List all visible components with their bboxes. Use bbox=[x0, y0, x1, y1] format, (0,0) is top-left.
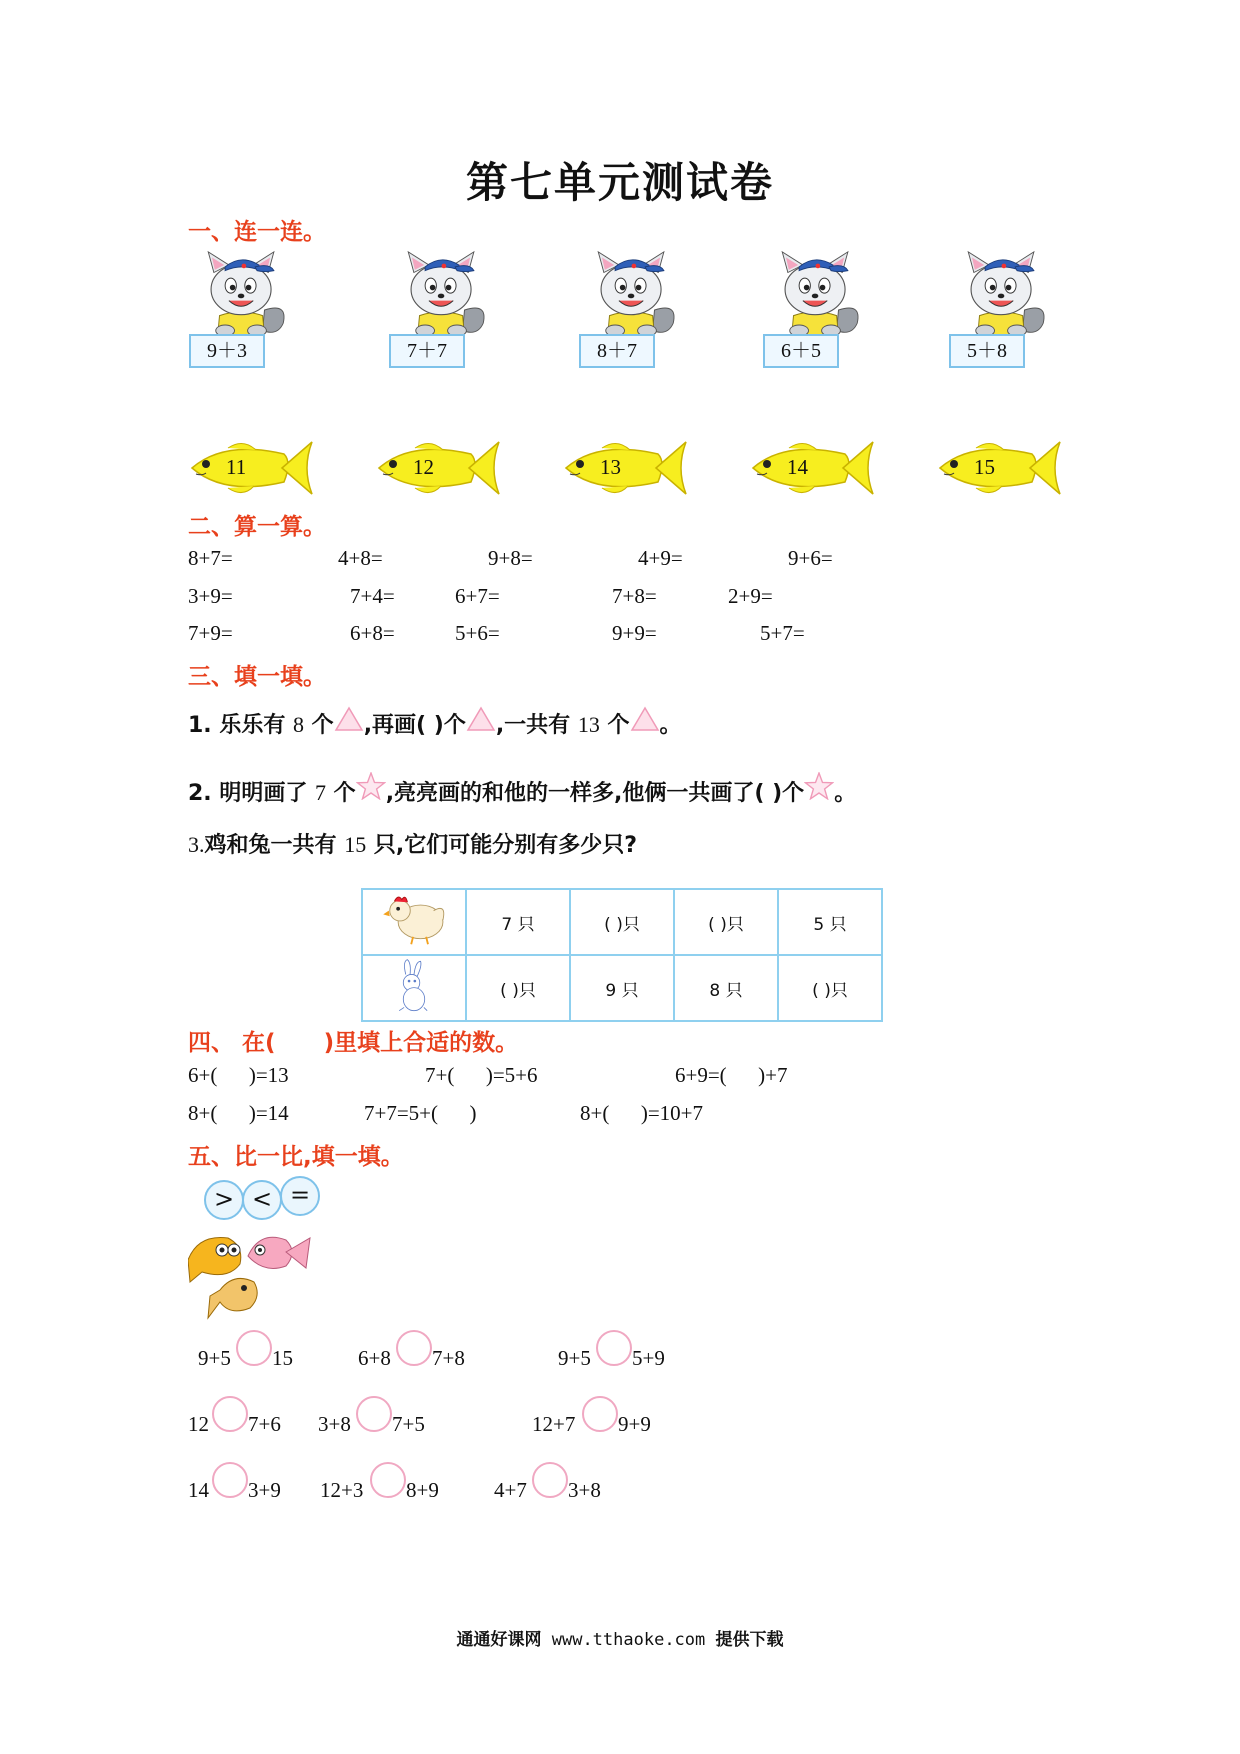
compare-left: 9+5 bbox=[558, 1346, 591, 1370]
fish-number: 15 bbox=[974, 455, 995, 479]
footer-tail: 提供下载 bbox=[715, 1630, 784, 1650]
fish-card-3 bbox=[562, 438, 690, 498]
fill-question-3: 3.鸡和兔一共有 15 只,它们可能分别有多少只? bbox=[188, 832, 637, 858]
fish-icon bbox=[188, 438, 316, 498]
fish-number: 14 bbox=[787, 455, 808, 479]
footer-url[interactable]: www.tthaoke.com bbox=[551, 1630, 706, 1650]
fish-icon bbox=[936, 438, 1064, 498]
animal-table bbox=[361, 888, 883, 1022]
cat-icon bbox=[192, 250, 292, 340]
table-cell: ( )只 bbox=[674, 889, 778, 955]
section-1-heading: 一、连一连。 bbox=[188, 219, 326, 245]
calc-item: 4+8= bbox=[338, 546, 383, 570]
triangle-icon bbox=[630, 706, 660, 732]
compare-left: 3+8 bbox=[318, 1412, 351, 1436]
blank-item: 7+( )=5+6 bbox=[425, 1063, 538, 1087]
cat-icon bbox=[582, 250, 682, 340]
triangle-icon bbox=[334, 706, 364, 732]
answer-circle[interactable] bbox=[212, 1462, 248, 1498]
cat-card-1 bbox=[192, 250, 292, 362]
compare-left: 4+7 bbox=[494, 1478, 527, 1502]
fill-question-2: 2. 明明画了 7 个 ,亮亮画的和他的一样多,他俩一共画了( )个 。 bbox=[188, 772, 856, 807]
table-cell: ( )只 bbox=[570, 889, 674, 955]
equal-bubble: = bbox=[280, 1176, 320, 1216]
fish-icon bbox=[562, 438, 690, 498]
blank-item: 6+( )=13 bbox=[188, 1063, 289, 1087]
fish-number: 12 bbox=[413, 455, 434, 479]
page-title: 第七单元测试卷 bbox=[465, 158, 774, 207]
compare-right: 9+9 bbox=[618, 1412, 651, 1436]
cat-expression: 6＋5 bbox=[763, 334, 839, 368]
compare-right: 7+6 bbox=[248, 1412, 281, 1436]
section-5-heading: 五、比一比,填一填。 bbox=[188, 1144, 404, 1170]
triangle-icon bbox=[466, 706, 496, 732]
table-cell: 5 只 bbox=[778, 889, 882, 955]
blank-item: 8+( )=10+7 bbox=[580, 1101, 704, 1125]
compare-right: 8+9 bbox=[406, 1478, 439, 1502]
cat-icon bbox=[766, 250, 866, 340]
fish-card-5 bbox=[936, 438, 1064, 498]
footer-site: 通通好课网 bbox=[456, 1630, 542, 1650]
table-cell: 7 只 bbox=[466, 889, 570, 955]
cat-expression: 5＋8 bbox=[949, 334, 1025, 368]
compare-left: 12+3 bbox=[320, 1478, 364, 1502]
section-4-heading: 四、 在( )里填上合适的数。 bbox=[188, 1030, 519, 1056]
answer-circle[interactable] bbox=[236, 1330, 272, 1366]
fish-number: 13 bbox=[600, 455, 621, 479]
cat-card-2 bbox=[392, 250, 492, 362]
cat-expression: 9＋3 bbox=[189, 334, 265, 368]
cat-expression: 8＋7 bbox=[579, 334, 655, 368]
blank-item: 7+7=5+( ) bbox=[364, 1101, 477, 1125]
table-row bbox=[362, 889, 882, 955]
calc-item: 7+4= bbox=[350, 584, 395, 608]
cat-card-3 bbox=[582, 250, 682, 362]
blank-item: 6+9=( )+7 bbox=[675, 1063, 788, 1087]
compare-right: 7+5 bbox=[392, 1412, 425, 1436]
calc-item: 9+6= bbox=[788, 546, 833, 570]
calc-item: 2+9= bbox=[728, 584, 773, 608]
calc-item: 4+9= bbox=[638, 546, 683, 570]
compare-right: 7+8 bbox=[432, 1346, 465, 1370]
compare-left: 14 bbox=[188, 1478, 209, 1502]
rabbit-icon bbox=[384, 958, 444, 1014]
fish-card-1 bbox=[188, 438, 316, 498]
fish-card-4 bbox=[749, 438, 877, 498]
calc-item: 5+6= bbox=[455, 621, 500, 645]
chicken-cell bbox=[362, 889, 466, 955]
compare-row-1 bbox=[198, 1346, 1178, 1386]
fish-card-2 bbox=[375, 438, 503, 498]
compare-right: 15 bbox=[272, 1346, 293, 1370]
answer-circle[interactable] bbox=[582, 1396, 618, 1432]
compare-left: 12+7 bbox=[532, 1412, 576, 1436]
compare-left: 12 bbox=[188, 1412, 209, 1436]
less-than-bubble: < bbox=[242, 1180, 282, 1220]
answer-circle[interactable] bbox=[396, 1330, 432, 1366]
compare-left: 6+8 bbox=[358, 1346, 391, 1370]
footer bbox=[0, 1625, 1240, 1650]
answer-circle[interactable] bbox=[212, 1396, 248, 1432]
calc-item: 7+8= bbox=[612, 584, 657, 608]
star-icon bbox=[804, 772, 834, 800]
star-icon bbox=[356, 772, 386, 800]
calc-item: 6+8= bbox=[350, 621, 395, 645]
calc-item: 8+7= bbox=[188, 546, 233, 570]
blank-item: 8+( )=14 bbox=[188, 1101, 289, 1125]
fish-icon bbox=[749, 438, 877, 498]
calc-item: 9+9= bbox=[612, 621, 657, 645]
compare-row-2 bbox=[188, 1412, 1168, 1452]
table-cell: 8 只 bbox=[674, 955, 778, 1021]
section-2-heading: 二、算一算。 bbox=[188, 514, 326, 540]
cat-icon bbox=[392, 250, 492, 340]
chicken-icon bbox=[381, 892, 447, 948]
compare-right: 5+9 bbox=[632, 1346, 665, 1370]
cat-expression: 7＋7 bbox=[389, 334, 465, 368]
fill-question-1: 1. 乐乐有 8 个 ,再画( )个 ,一共有 13 个 。 bbox=[188, 706, 682, 739]
answer-circle[interactable] bbox=[356, 1396, 392, 1432]
fish-icon bbox=[375, 438, 503, 498]
greater-than-bubble: > bbox=[204, 1180, 244, 1220]
calc-item: 6+7= bbox=[455, 584, 500, 608]
section-3-heading: 三、填一填。 bbox=[188, 664, 326, 690]
table-row bbox=[362, 955, 882, 1021]
calc-item: 9+8= bbox=[488, 546, 533, 570]
cat-card-4 bbox=[766, 250, 866, 362]
answer-circle[interactable] bbox=[596, 1330, 632, 1366]
fish-number: 11 bbox=[226, 455, 247, 479]
compare-row-3 bbox=[188, 1478, 1168, 1518]
answer-circle[interactable] bbox=[370, 1462, 406, 1498]
cat-card-5 bbox=[952, 250, 1052, 362]
rabbit-cell bbox=[362, 955, 466, 1021]
compare-left: 9+5 bbox=[198, 1346, 231, 1370]
compare-right: 3+9 bbox=[248, 1478, 281, 1502]
cat-icon bbox=[952, 250, 1052, 340]
answer-circle[interactable] bbox=[532, 1462, 568, 1498]
table-cell: ( )只 bbox=[466, 955, 570, 1021]
compare-right: 3+8 bbox=[568, 1478, 601, 1502]
calc-item: 7+9= bbox=[188, 621, 233, 645]
table-cell: ( )只 bbox=[778, 955, 882, 1021]
calc-item: 3+9= bbox=[188, 584, 233, 608]
table-cell: 9 只 bbox=[570, 955, 674, 1021]
calc-item: 5+7= bbox=[760, 621, 805, 645]
fish-group-illustration bbox=[188, 1216, 318, 1321]
